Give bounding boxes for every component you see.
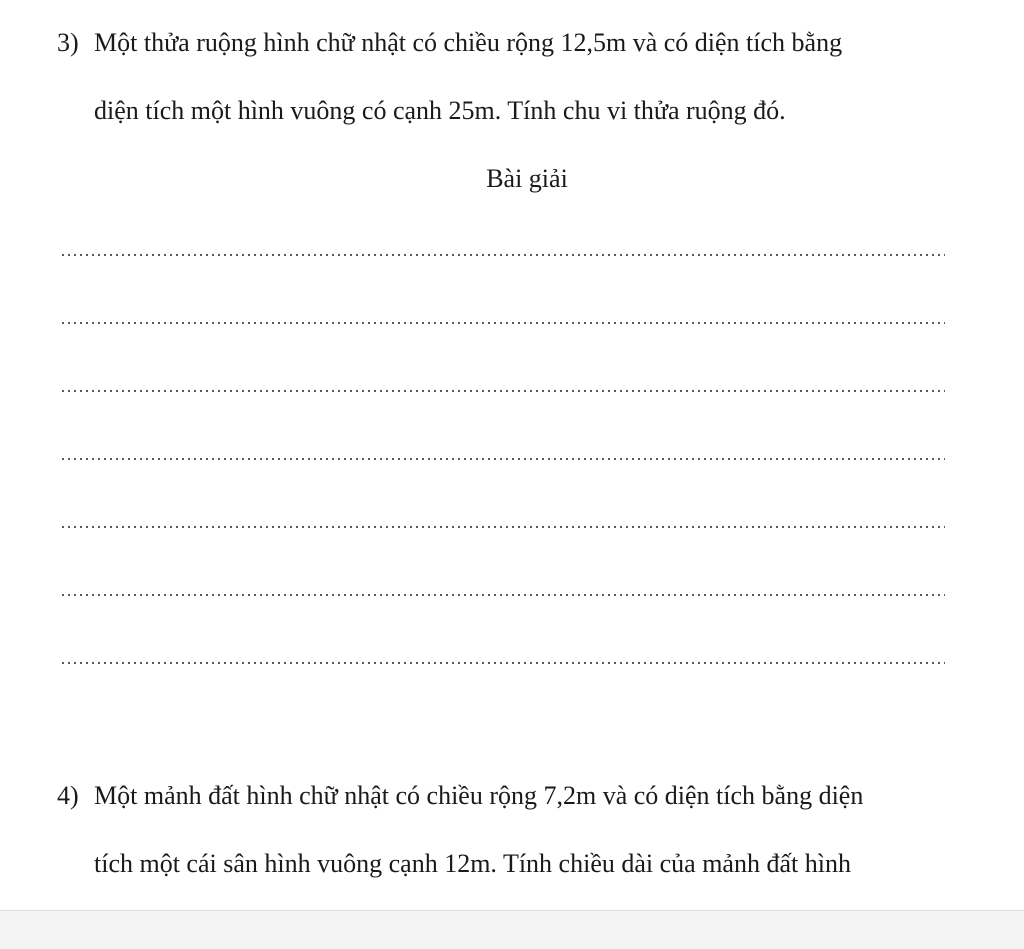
- problem-3-number: 3): [57, 28, 79, 57]
- answer-dotted-line: [60, 594, 945, 596]
- viewer-bottom-edge: [0, 910, 1024, 949]
- problem-4-text-line-1: Một mảnh đất hình chữ nhật có chiều rộng 7,2m và có diện tích bằng diện: [94, 781, 864, 810]
- problem-3-text-line-1: Một thửa ruộng hình chữ nhật có chiều rộng 12,5m và có diện tích bằng: [94, 28, 843, 57]
- answer-dotted-line: [60, 458, 945, 460]
- answer-dotted-line: [60, 662, 945, 664]
- answer-dotted-line: [60, 254, 945, 256]
- solution-heading: Bài giải: [486, 164, 568, 193]
- answer-dotted-line: [60, 322, 945, 324]
- answer-dotted-line: [60, 390, 945, 392]
- answer-dotted-line: [60, 526, 945, 528]
- problem-3-text-line-2: diện tích một hình vuông có cạnh 25m. Tính chu vi thửa ruộng đó.: [94, 96, 786, 125]
- problem-4-text-line-2: tích một cái sân hình vuông cạnh 12m. Tính chiều dài của mảnh đất hình: [94, 849, 851, 878]
- problem-4-number: 4): [57, 781, 79, 810]
